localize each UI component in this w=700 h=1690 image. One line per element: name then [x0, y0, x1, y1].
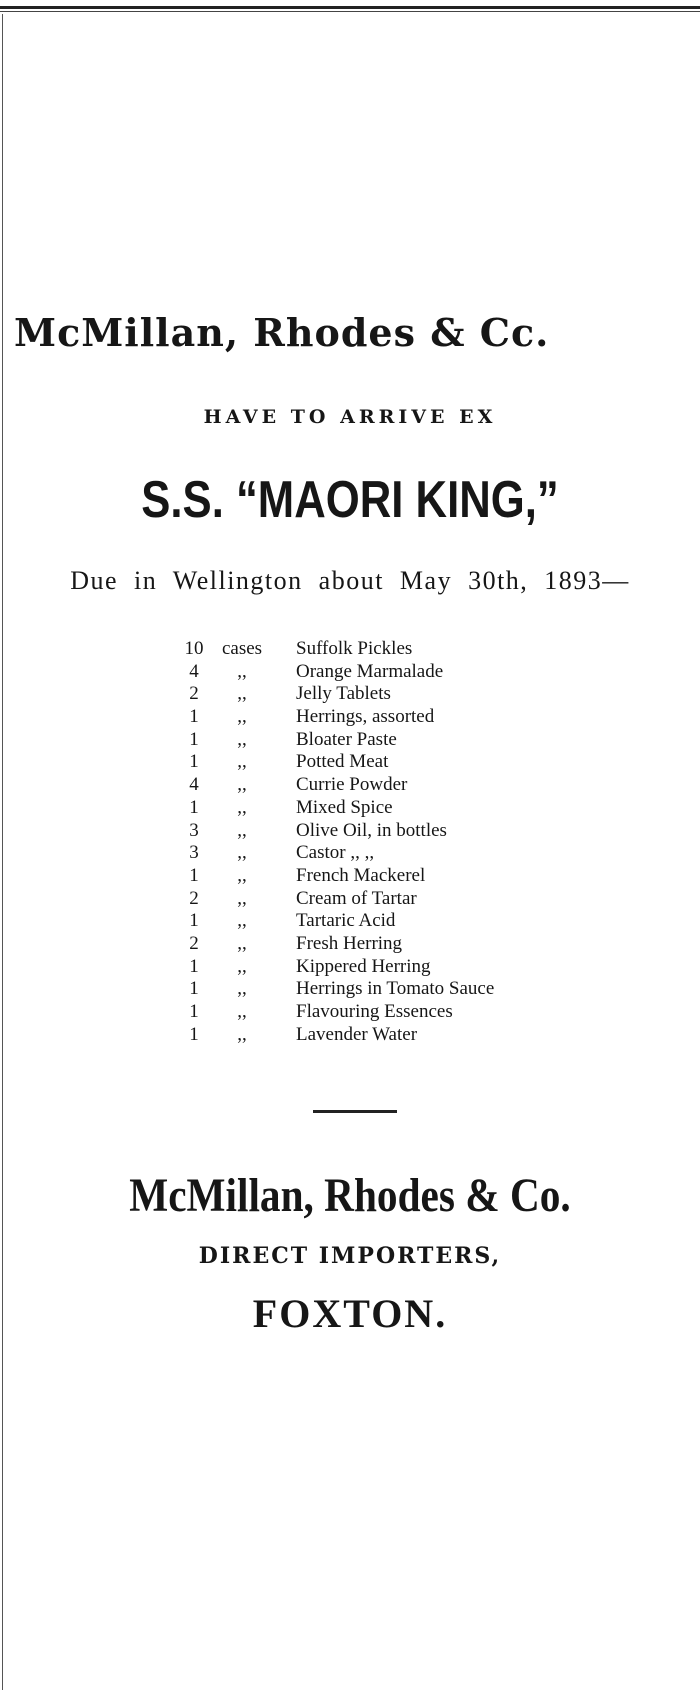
goods-item: Mixed Spice	[296, 796, 393, 818]
goods-unit: cases	[221, 638, 263, 659]
goods-row	[180, 978, 600, 1001]
goods-qty: 10	[184, 638, 204, 659]
goods-unit: ,,	[237, 796, 247, 818]
goods-qty: 2	[189, 932, 199, 954]
goods-qty: 1	[189, 706, 199, 728]
goods-unit: ,,	[237, 819, 247, 841]
goods-item: Olive Oil, in bottles	[296, 819, 447, 841]
goods-row	[180, 865, 600, 888]
goods-unit: ,,	[237, 932, 247, 954]
goods-qty: 2	[189, 683, 199, 705]
goods-row	[180, 661, 600, 684]
goods-unit: ,,	[237, 887, 247, 909]
goods-row	[180, 797, 600, 820]
goods-item: Fresh Herring	[296, 932, 403, 954]
goods-unit: ,,	[237, 978, 247, 1000]
goods-row	[180, 842, 600, 865]
footer-firm-name: McMillan, Rhodes & Co.	[129, 1169, 571, 1222]
goods-item: Jelly Tablets	[296, 683, 391, 705]
goods-item: Castor ,, ,,	[296, 842, 375, 864]
left-column-rule	[2, 14, 3, 1690]
goods-unit: ,,	[237, 728, 247, 750]
goods-unit: ,,	[237, 1001, 247, 1022]
goods-item: Potted Meat	[296, 751, 389, 773]
goods-qty: 1	[189, 796, 199, 818]
goods-row	[180, 638, 600, 661]
goods-list	[180, 638, 600, 1046]
goods-item: Herrings, assorted	[296, 706, 435, 728]
goods-qty: 1	[189, 728, 199, 750]
goods-qty: 4	[189, 660, 199, 682]
goods-qty: 1	[189, 978, 199, 1000]
goods-row	[180, 751, 600, 774]
goods-item: Flavouring Essences	[296, 1001, 453, 1022]
goods-unit: ,,	[237, 842, 247, 864]
town-name: FOXTON.	[252, 1291, 448, 1336]
goods-qty: 1	[189, 864, 199, 886]
goods-qty: 4	[189, 774, 199, 796]
importers-line: DIRECT IMPORTERS,	[198, 1243, 502, 1269]
goods-unit: ,,	[237, 683, 247, 705]
top-border-rule-thin	[0, 11, 700, 12]
goods-unit: ,,	[237, 910, 247, 932]
goods-unit: ,,	[237, 864, 247, 886]
goods-item: Orange Marmalade	[296, 660, 444, 682]
goods-row	[180, 1001, 600, 1024]
goods-unit: ,,	[237, 774, 247, 796]
goods-row	[180, 774, 600, 797]
goods-item: Lavender Water	[296, 1023, 418, 1045]
goods-qty: 2	[189, 887, 199, 909]
goods-qty: 1	[189, 910, 199, 932]
goods-qty: 1	[189, 751, 199, 773]
goods-qty: 3	[189, 842, 199, 864]
goods-qty: 1	[189, 955, 199, 977]
goods-row	[180, 888, 600, 911]
goods-unit: ,,	[237, 751, 247, 773]
goods-row	[180, 956, 600, 979]
firm-heading: McMillan, Rhodes & Cc.	[14, 310, 550, 355]
goods-qty: 1	[189, 1023, 199, 1045]
goods-item: Suffolk Pickles	[296, 638, 413, 659]
goods-row	[180, 729, 600, 752]
goods-row	[180, 820, 600, 843]
goods-item: French Mackerel	[296, 864, 426, 886]
goods-row	[180, 683, 600, 706]
arrive-line: HAVE TO ARRIVE EX	[203, 406, 497, 428]
goods-row	[180, 933, 600, 956]
goods-item: Cream of Tartar	[296, 887, 417, 909]
goods-item: Tartaric Acid	[296, 910, 396, 932]
goods-unit: ,,	[237, 660, 247, 682]
top-border-rule	[0, 6, 700, 9]
goods-row	[180, 706, 600, 729]
goods-item: Kippered Herring	[296, 955, 431, 977]
goods-row	[180, 910, 600, 933]
goods-qty: 3	[189, 819, 199, 841]
goods-unit: ,,	[237, 1023, 247, 1045]
goods-item: Bloater Paste	[296, 728, 397, 750]
goods-qty: 1	[189, 1001, 199, 1022]
goods-unit: ,,	[237, 706, 247, 728]
divider-rule	[313, 1110, 397, 1113]
due-date-line: Due in Wellington about May 30th, 1893—	[70, 566, 630, 595]
goods-item: Herrings in Tomato Sauce	[296, 978, 495, 1000]
ship-name: S.S. “MAORI KING,”	[141, 471, 559, 529]
goods-item: Currie Powder	[296, 774, 408, 796]
goods-unit: ,,	[237, 955, 247, 977]
goods-row	[180, 1024, 600, 1047]
